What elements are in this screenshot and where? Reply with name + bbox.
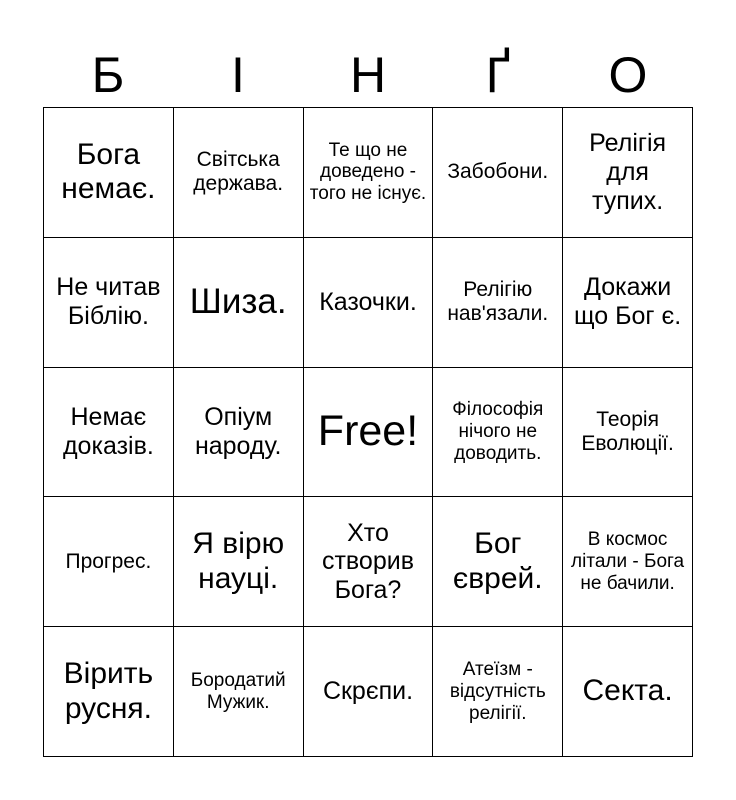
- bingo-cell[interactable]: Бога немає.: [44, 108, 174, 238]
- free-space-cell[interactable]: Free!: [304, 368, 434, 498]
- bingo-cell[interactable]: Теорія Еволюції.: [563, 368, 693, 498]
- bingo-cell[interactable]: Немає доказів.: [44, 368, 174, 498]
- bingo-cell[interactable]: Докажи що Бог є.: [563, 238, 693, 368]
- bingo-cell[interactable]: Я вірю науці.: [174, 497, 304, 627]
- header-letter-o: О: [608, 47, 648, 103]
- bingo-cell[interactable]: Вірить русня.: [44, 627, 174, 757]
- bingo-cell[interactable]: Хто створив Бога?: [304, 497, 434, 627]
- bingo-cell[interactable]: Опіум народу.: [174, 368, 304, 498]
- bingo-cell[interactable]: В космос літали - Бога не бачили.: [563, 497, 693, 627]
- header-letter-i: І: [231, 47, 245, 103]
- bingo-cell[interactable]: Забобони.: [433, 108, 563, 238]
- bingo-board: [43, 107, 693, 757]
- bingo-header: [43, 44, 693, 106]
- header-letter-b: Б: [91, 47, 125, 103]
- bingo-cell[interactable]: Філософія нічого не доводить.: [433, 368, 563, 498]
- bingo-cell[interactable]: Скрєпи.: [304, 627, 434, 757]
- header-letter-n: Н: [349, 47, 387, 103]
- bingo-cell[interactable]: Бородатий Мужик.: [174, 627, 304, 757]
- bingo-cell[interactable]: Прогрес.: [44, 497, 174, 627]
- header-letter-g: Ґ: [485, 47, 511, 103]
- bingo-cell[interactable]: Секта.: [563, 627, 693, 757]
- bingo-cell[interactable]: Релігія для тупих.: [563, 108, 693, 238]
- bingo-cell[interactable]: Світська держава.: [174, 108, 304, 238]
- bingo-cell[interactable]: Те що не доведено - того не існує.: [304, 108, 434, 238]
- bingo-cell[interactable]: Атеїзм - відсутність релігії.: [433, 627, 563, 757]
- bingo-cell[interactable]: Бог єврей.: [433, 497, 563, 627]
- bingo-cell[interactable]: Шиза.: [174, 238, 304, 368]
- bingo-cell[interactable]: Не читав Біблію.: [44, 238, 174, 368]
- bingo-cell[interactable]: Релігію нав'язали.: [433, 238, 563, 368]
- bingo-cell[interactable]: Казочки.: [304, 238, 434, 368]
